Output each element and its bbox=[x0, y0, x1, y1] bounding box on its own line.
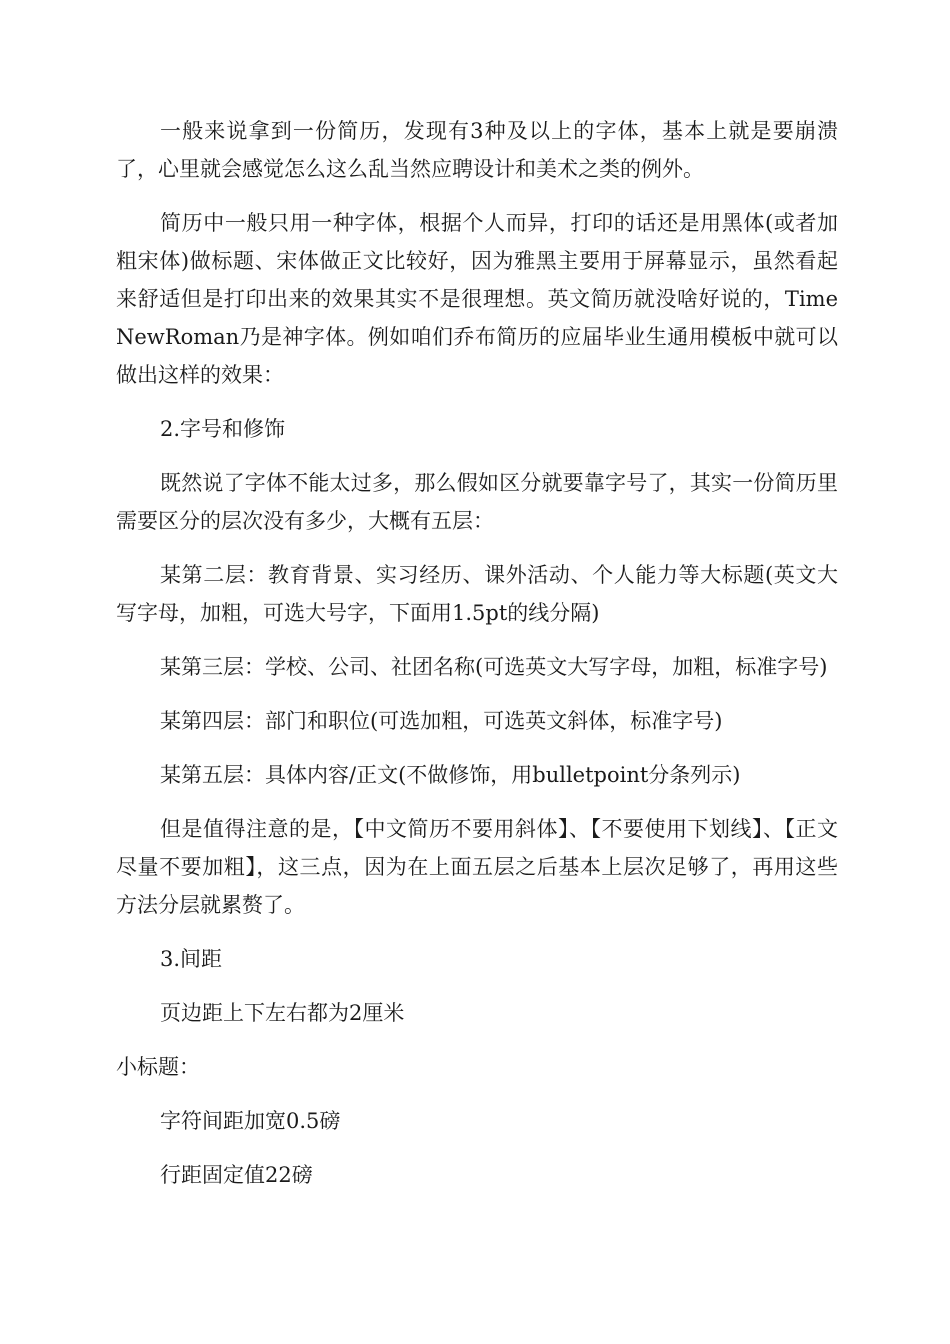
paragraph-level-5: 某第五层：具体内容/正文(不做修饰，用bulletpoint分条列示) bbox=[160, 763, 741, 787]
label-subheading: 小标题： bbox=[116, 1055, 200, 1079]
paragraph-line-spacing: 行距固定值22磅 bbox=[160, 1163, 313, 1187]
heading-font-size: 2.字号和修饰 bbox=[160, 417, 286, 441]
paragraph-notes: 但是值得注意的是，【中文简历不要用斜体】、【不要使用下划线】、【正文尽量不要加粗】，这三点，因为在上面五层之后基本上层次足够了，再用这些方法分层就累赘了。 bbox=[116, 817, 838, 917]
document-page bbox=[116, 112, 838, 1210]
paragraph-level-2: 某第二层：教育背景、实习经历、课外活动、个人能力等大标题(英文大写字母，加粗，可选大号字，下面用1.5pt的线分隔) bbox=[116, 563, 838, 625]
paragraph-font-count: 一般来说拿到一份简历，发现有3种及以上的字体，基本上就是要崩溃了，心里就会感觉怎么这么乱当然应聘设计和美术之类的例外。 bbox=[116, 119, 838, 181]
paragraph-margins: 页边距上下左右都为2厘米 bbox=[160, 1001, 405, 1025]
paragraph-level-4: 某第四层：部门和职位(可选加粗，可选英文斜体，标准字号) bbox=[160, 709, 723, 733]
paragraph-font-choice: 简历中一般只用一种字体，根据个人而异，打印的话还是用黑体(或者加粗宋体)做标题、宋体做正文比较好，因为雅黑主要用于屏幕显示，虽然看起来舒适但是打印出来的效果其实不是很理想。英文简历就没啥好说的，TimeNewRoman乃是神字体。例如咱们乔布简历的应届毕业生通用模板中就可以做出这样的效果： bbox=[116, 211, 838, 387]
heading-spacing: 3.间距 bbox=[160, 947, 223, 971]
paragraph-char-spacing: 字符间距加宽0.5磅 bbox=[160, 1109, 341, 1133]
paragraph-level-3: 某第三层：学校、公司、社团名称(可选英文大写字母，加粗，标准字号) bbox=[160, 655, 828, 679]
paragraph-levels-intro: 既然说了字体不能太过多，那么假如区分就要靠字号了，其实一份简历里需要区分的层次没有多少，大概有五层： bbox=[116, 471, 838, 533]
